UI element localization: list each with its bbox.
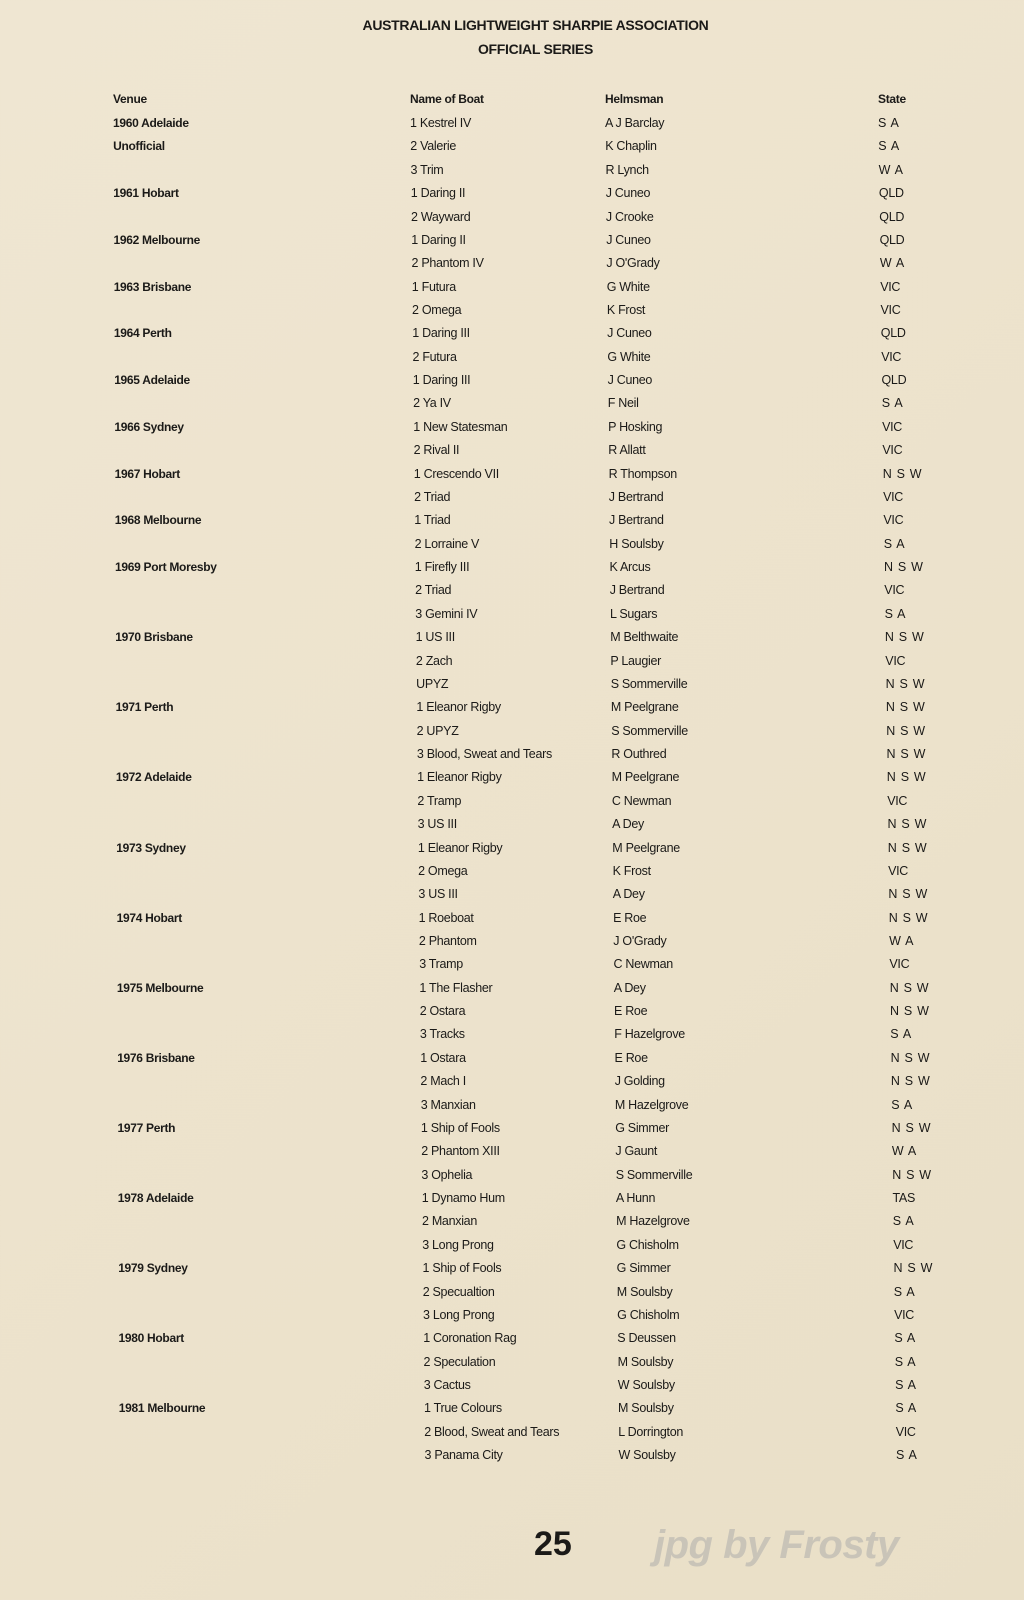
helmsman-cell: M Soulsby	[618, 1401, 674, 1416]
state-cell: N S W	[885, 676, 925, 691]
boat-name-cell: 2 Wayward	[411, 209, 471, 224]
boat-name-cell: 2 Blood, Sweat and Tears	[424, 1424, 560, 1439]
helmsman-cell: E Roe	[613, 910, 647, 925]
boat-name-cell: 3 Blood, Sweat and Tears	[416, 747, 552, 761]
state-cell: S A	[892, 1214, 914, 1229]
state-cell: VIC	[880, 303, 901, 317]
venue-cell: 1978 Adelaide	[117, 1191, 194, 1205]
boat-name-cell: 1 Coronation Rag	[423, 1331, 517, 1346]
boat-name-cell: 3 US III	[417, 817, 457, 832]
helmsman-cell: A J Barclay	[605, 116, 665, 130]
venue-cell: 1974 Hobart	[116, 910, 182, 925]
state-cell: VIC	[893, 1237, 914, 1252]
boat-name-cell: 2 Manxian	[422, 1214, 477, 1229]
helmsman-cell: A Hunn	[615, 1191, 656, 1205]
venue-cell: 1980 Hobart	[118, 1331, 184, 1346]
boat-name-cell: 2 Tramp	[417, 793, 462, 808]
boat-name-cell: 1 Daring II	[411, 232, 466, 247]
boat-name-cell: 2 Ostara	[419, 1004, 466, 1019]
venue-cell: 1960 Adelaide	[113, 116, 189, 130]
venue-cell: 1964 Perth	[113, 326, 172, 341]
helmsman-column-header: Helmsman	[605, 92, 664, 106]
boat-name-cell: 1 Crescendo VII	[413, 466, 499, 481]
state-cell: VIC	[894, 1307, 915, 1322]
state-cell: N S W	[887, 840, 927, 855]
helmsman-cell: E Roe	[614, 1004, 648, 1019]
boat-name-cell: 2 Mach I	[420, 1074, 466, 1089]
state-cell: VIC	[883, 489, 904, 504]
state-cell: QLD	[879, 209, 905, 224]
state-cell: W A	[891, 1144, 916, 1159]
boat-name-cell: 1 Eleanor Rigby	[416, 700, 501, 715]
boat-name-cell: 2 Phantom XIII	[421, 1144, 500, 1159]
helmsman-cell: J Crooke	[605, 209, 654, 224]
state-cell: W A	[879, 256, 904, 271]
boat-name-cell: 3 Manxian	[420, 1097, 476, 1112]
boat-name-cell: 3 Gemini IV	[415, 606, 478, 621]
boat-name-cell: 1 Ship of Fools	[420, 1120, 500, 1135]
state-cell: VIC	[887, 793, 908, 808]
helmsman-cell: W Soulsby	[617, 1378, 675, 1392]
helmsman-cell: F Hazelgrove	[614, 1027, 685, 1042]
venue-cell: 1961 Hobart	[113, 186, 179, 201]
helmsman-cell: W Soulsby	[618, 1448, 676, 1463]
helmsman-cell: A Dey	[612, 817, 644, 832]
venue-cell: 1973 Sydney	[116, 840, 186, 855]
boat-name-cell: 1 Triad	[414, 513, 451, 528]
helmsman-cell: J Cuneo	[606, 232, 651, 247]
helmsman-cell: S Sommerville	[610, 676, 688, 691]
boat-name-cell: 3 Tracks	[419, 1027, 465, 1042]
helmsman-cell: G White	[607, 349, 651, 364]
helmsman-cell: A Dey	[613, 980, 646, 995]
state-cell: N S W	[882, 466, 922, 481]
helmsman-cell: J Golding	[614, 1074, 665, 1089]
state-cell: VIC	[885, 653, 906, 668]
venue-cell: 1977 Perth	[117, 1120, 176, 1135]
boat-name-cell: 1 Ostara	[420, 1050, 466, 1065]
helmsman-cell: H Soulsby	[609, 536, 664, 551]
boat-name-cell: 3 Trim	[410, 162, 444, 177]
state-cell: QLD	[879, 232, 905, 247]
helmsman-cell: K Frost	[612, 863, 651, 878]
helmsman-cell: K Arcus	[609, 560, 651, 574]
helmsman-cell: R Lynch	[605, 162, 649, 177]
helmsman-cell: J O'Grady	[606, 256, 660, 271]
state-cell: N S W	[890, 1074, 930, 1089]
state-cell: W A	[878, 162, 903, 177]
boat-name-cell: 1 Roeboat	[418, 910, 474, 925]
helmsman-cell: S Sommerville	[611, 723, 688, 738]
helmsman-cell: P Hosking	[608, 419, 663, 434]
venue-cell: 1966 Sydney	[114, 419, 184, 434]
watermark: jpg by Frosty	[654, 1523, 899, 1567]
helmsman-cell: G Simmer	[616, 1261, 671, 1276]
boat-name-cell: 2 Omega	[418, 863, 468, 878]
boat-name-cell: 3 Panama City	[424, 1448, 503, 1463]
helmsman-cell: E Roe	[614, 1050, 648, 1065]
boat-name-cell: 1 Eleanor Rigby	[417, 840, 503, 855]
boat-name-cell: 2 Ya IV	[413, 396, 451, 411]
helmsman-cell: M Soulsby	[617, 1354, 674, 1369]
boat-name-cell: 1 Eleanor Rigby	[417, 770, 502, 785]
helmsman-cell: L Dorrington	[618, 1424, 684, 1439]
state-cell: VIC	[889, 957, 910, 972]
boat-name-cell: 3 Long Prong	[422, 1237, 494, 1252]
helmsman-cell: M Soulsby	[616, 1284, 673, 1299]
state-column-header: State	[878, 92, 906, 106]
boat-name-cell: 2 Phantom IV	[411, 256, 484, 271]
state-cell: S A	[890, 1027, 911, 1042]
venue-cell: 1965 Adelaide	[114, 373, 190, 388]
helmsman-cell: K Frost	[606, 303, 646, 317]
state-cell: N S W	[890, 1050, 930, 1065]
helmsman-cell: J Cuneo	[607, 373, 653, 388]
helmsman-cell: J Bertrand	[608, 489, 664, 504]
state-cell: QLD	[878, 186, 904, 201]
state-cell: N S W	[893, 1261, 933, 1276]
boat-name-cell: 2 Omega	[412, 303, 462, 317]
helmsman-cell: S Deussen	[617, 1331, 676, 1346]
state-cell: N S W	[890, 1004, 929, 1019]
boat-name-cell: 2 Phantom	[418, 934, 477, 948]
state-cell: TAS	[892, 1191, 915, 1205]
venue-cell: 1976 Brisbane	[117, 1050, 195, 1065]
state-cell: N S W	[888, 887, 927, 902]
boat-name-cell: 1 New Statesman	[413, 419, 508, 434]
state-cell: N S W	[885, 700, 925, 715]
venue-cell: 1969 Port Moresby	[115, 560, 217, 574]
boat-name-cell: 3 Ophelia	[421, 1167, 473, 1182]
boat-name-cell: 2 Triad	[414, 489, 451, 504]
boat-name-cell: 2 Lorraine V	[414, 536, 480, 551]
boat-column-header: Name of Boat	[410, 92, 484, 106]
state-cell: VIC	[895, 1424, 916, 1439]
boat-name-cell: 1 US III	[415, 630, 455, 645]
helmsman-cell: J Bertrand	[609, 513, 664, 528]
boat-name-cell: 3 Cactus	[423, 1378, 471, 1392]
boat-name-cell: 2 Zach	[415, 653, 453, 668]
helmsman-cell: R Thompson	[608, 466, 677, 481]
state-cell: S A	[894, 1331, 915, 1346]
helmsman-cell: K Chaplin	[605, 139, 657, 154]
helmsman-cell: M Peelgrane	[611, 770, 680, 785]
state-cell: N S W	[886, 723, 925, 738]
helmsman-cell: A Dey	[612, 887, 645, 902]
venue-cell: 1968 Melbourne	[114, 513, 202, 528]
state-cell: W A	[889, 934, 914, 948]
document-subtitle: OFFICIAL SERIES	[477, 41, 594, 57]
helmsman-cell: J Cuneo	[605, 186, 651, 201]
helmsman-cell: F Neil	[607, 396, 639, 411]
helmsman-cell: J O'Grady	[613, 934, 667, 948]
state-cell: N S W	[889, 980, 929, 995]
venue-cell: 1975 Melbourne	[116, 980, 204, 995]
boat-name-cell: 2 Speculation	[423, 1354, 496, 1369]
state-cell: S A	[894, 1354, 916, 1369]
helmsman-cell: M Peelgrane	[612, 840, 680, 855]
boat-name-cell: 3 Tramp	[419, 957, 463, 972]
document-title: AUSTRALIAN LIGHTWEIGHT SHARPIE ASSOCIATION	[362, 17, 709, 33]
helmsman-cell: J Bertrand	[609, 583, 665, 598]
boat-name-cell: 1 Daring II	[410, 186, 466, 201]
state-cell: VIC	[883, 513, 904, 528]
state-cell: S A	[895, 1378, 916, 1392]
venue-cell: 1963 Brisbane	[113, 279, 192, 294]
helmsman-cell: M Belthwaite	[610, 630, 679, 645]
boat-name-cell: 2 Valerie	[410, 139, 457, 154]
boat-name-cell: 3 US III	[418, 887, 458, 902]
helmsman-cell: M Hazelgrove	[616, 1214, 690, 1229]
state-cell: S A	[884, 606, 906, 621]
venue-cell: 1971 Perth	[115, 700, 174, 715]
boat-name-cell: 2 UPYZ	[416, 723, 459, 738]
helmsman-cell: G Chisholm	[617, 1307, 680, 1322]
state-cell: VIC	[880, 279, 901, 294]
boat-name-cell: 2 Specualtion	[422, 1284, 495, 1299]
state-cell: VIC	[882, 443, 903, 458]
state-cell: N S W	[886, 747, 926, 761]
helmsman-cell: G Simmer	[615, 1120, 670, 1135]
state-cell: N S W	[884, 560, 923, 574]
helmsman-cell: M Hazelgrove	[614, 1097, 689, 1112]
boat-name-cell: 2 Rival II	[413, 443, 460, 458]
venue-cell: 1979 Sydney	[118, 1261, 188, 1276]
helmsman-cell: L Sugars	[610, 606, 658, 621]
helmsman-cell: G White	[606, 279, 650, 294]
state-cell: VIC	[888, 863, 909, 878]
boat-name-cell: 1 Firefly III	[414, 560, 470, 574]
venue-column-header: Venue	[113, 92, 147, 106]
boat-name-cell: 1 Daring III	[412, 326, 470, 341]
boat-name-cell: 2 Triad	[415, 583, 452, 598]
helmsman-cell: R Allatt	[608, 443, 646, 458]
venue-cell: 1981 Melbourne	[118, 1401, 206, 1416]
boat-name-cell: 1 Futura	[411, 279, 456, 294]
helmsman-cell: G Chisholm	[616, 1237, 679, 1252]
state-cell: N S W	[886, 770, 926, 785]
state-cell: S A	[878, 139, 899, 154]
state-cell: N S W	[887, 817, 927, 832]
helmsman-cell: C Newman	[613, 957, 673, 972]
helmsman-cell: P Laugier	[610, 653, 661, 668]
venue-cell: Unofficial	[113, 139, 165, 154]
boat-name-cell: 1 True Colours	[424, 1401, 502, 1416]
state-cell: S A	[891, 1097, 912, 1112]
state-cell: QLD	[881, 373, 907, 388]
boat-name-cell: 1 Daring III	[412, 373, 471, 388]
state-cell: S A	[896, 1448, 917, 1463]
venue-cell: 1962 Melbourne	[113, 232, 200, 247]
venue-cell: 1967 Hobart	[114, 466, 180, 481]
state-cell: S A	[878, 116, 899, 130]
helmsman-cell: S Sommerville	[615, 1167, 693, 1182]
helmsman-cell: J Cuneo	[607, 326, 652, 341]
state-cell: S A	[883, 536, 905, 551]
helmsman-cell: M Peelgrane	[610, 700, 679, 715]
state-cell: N S W	[892, 1167, 931, 1182]
boat-name-cell: 1 Dynamo Hum	[421, 1191, 505, 1205]
state-cell: VIC	[881, 349, 902, 364]
state-cell: VIC	[882, 419, 903, 434]
boat-name-cell: 1 The Flasher	[419, 980, 493, 995]
helmsman-cell: C Newman	[611, 793, 672, 808]
venue-cell: 1972 Adelaide	[115, 770, 192, 785]
state-cell: S A	[895, 1401, 916, 1416]
state-cell: N S W	[891, 1120, 931, 1135]
boat-name-cell: 1 Kestrel IV	[410, 116, 472, 130]
state-cell: VIC	[884, 583, 905, 598]
venue-cell: 1970 Brisbane	[115, 630, 193, 645]
boat-name-cell: 2 Futura	[412, 349, 457, 364]
state-cell: QLD	[880, 326, 906, 341]
helmsman-cell: J Gaunt	[615, 1144, 658, 1159]
boat-name-cell: 1 Ship of Fools	[422, 1261, 502, 1276]
page-number: 25	[534, 1525, 572, 1563]
state-cell: S A	[893, 1284, 915, 1299]
state-cell: N S W	[888, 910, 928, 925]
state-cell: N S W	[884, 630, 924, 645]
helmsman-cell: R Outhred	[611, 747, 667, 761]
state-cell: S A	[881, 396, 903, 411]
boat-name-cell: UPYZ	[416, 676, 449, 691]
boat-name-cell: 3 Long Prong	[423, 1307, 495, 1322]
